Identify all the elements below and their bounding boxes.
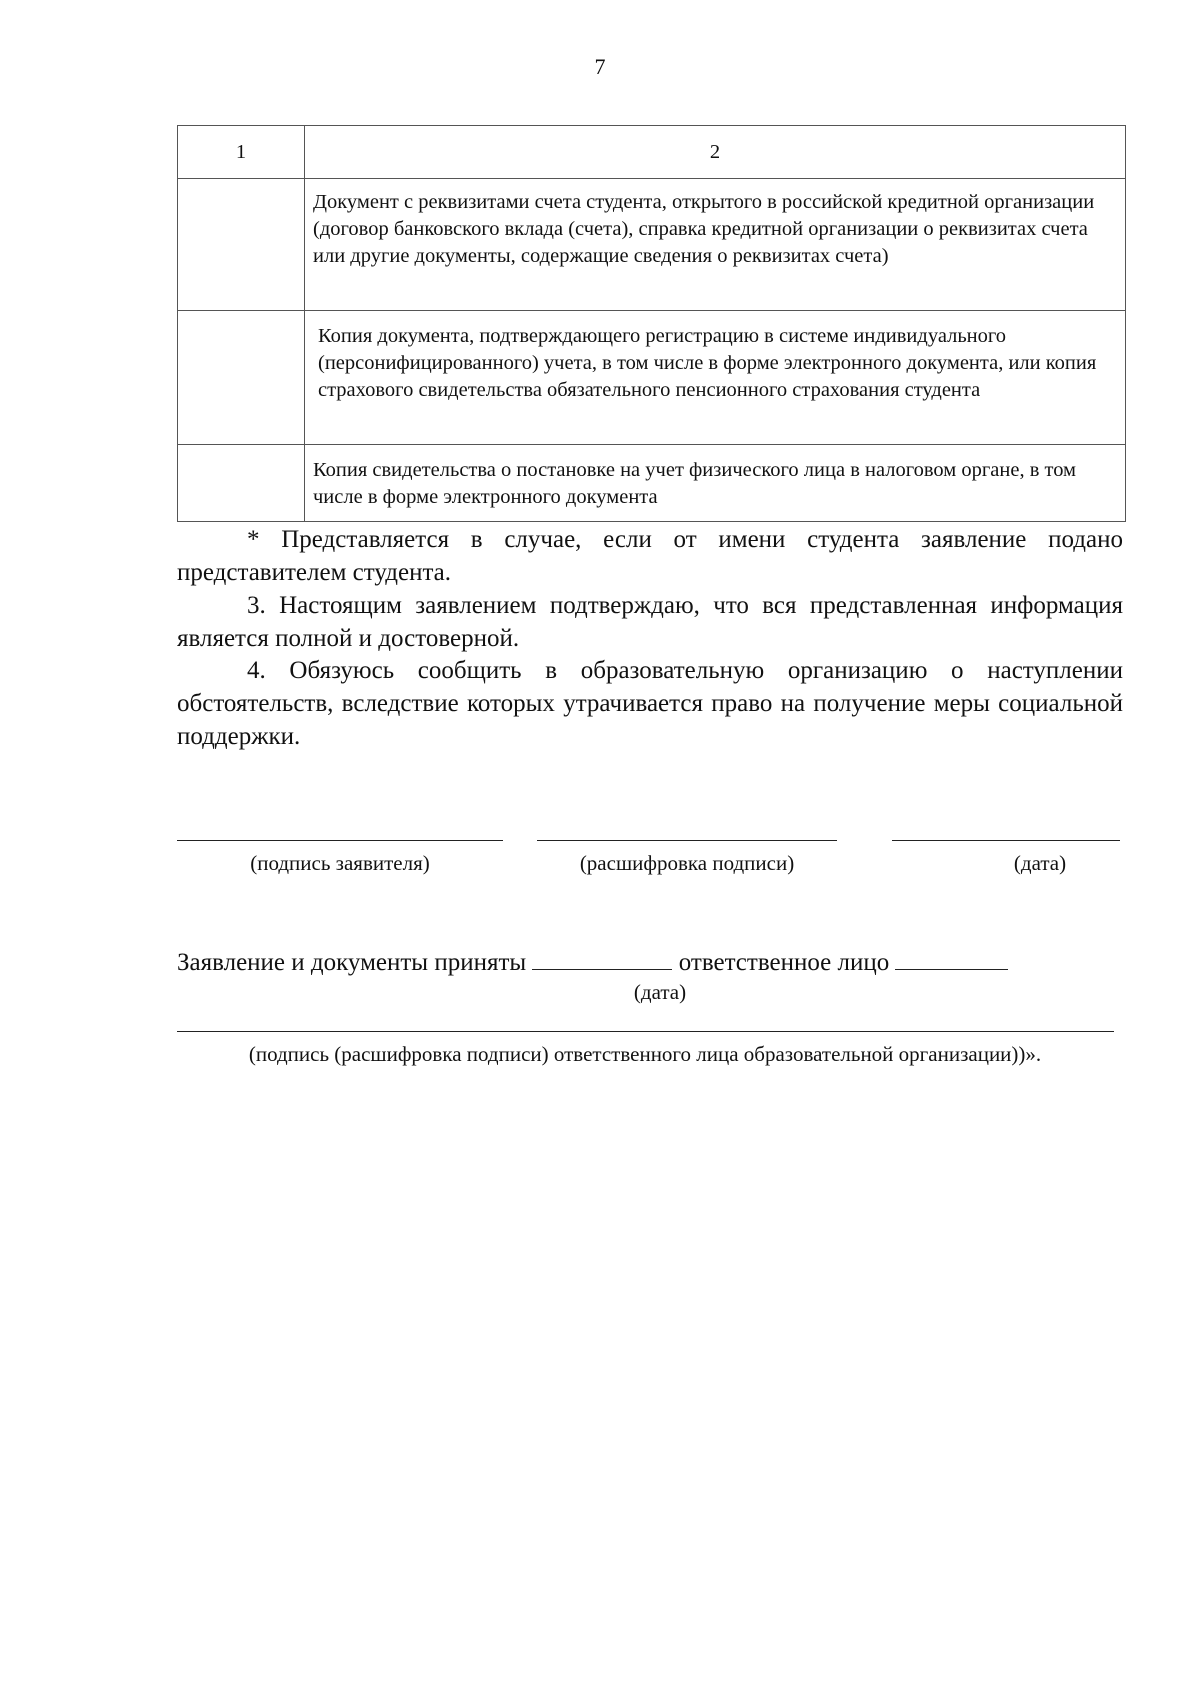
- document-description: Копия документа, подтверждающего регистрацию в системе индивидуального (персонифицированного) учета, в том числе в форме электронного документа, или копия страхового свидетельства обязательного пенсионного страхования студента: [318, 325, 1097, 401]
- document-description: Документ с реквизитами счета студента, открытого в российской кредитной организации (договор банковского вклада (счета), справка кредитной организации о реквизитах счета или другие документы, содержащие сведения о реквизитах счета): [313, 191, 1095, 267]
- table-row: [178, 179, 1126, 311]
- responsible-signature-caption: (подпись (расшифровка подписи) ответственного лица образовательной организации))».: [248, 1042, 1042, 1066]
- table-cell-document: [305, 445, 1126, 522]
- accepted-label: Заявление и документы приняты: [177, 949, 527, 976]
- table-row: [178, 311, 1126, 445]
- page-number: 7: [594, 54, 606, 79]
- table-row: [178, 445, 1126, 522]
- table-cell-document: [305, 179, 1126, 311]
- documents-table: [177, 125, 1126, 522]
- table-cell-document: [305, 311, 1126, 445]
- responsible-person-blank: [895, 945, 1008, 970]
- acceptance-date-blank: [532, 945, 672, 970]
- paragraph-item-4: 4. Обязуюсь сообщить в образовательную организацию о наступлении обстоятельств, вследствие которых утрачивается право на получение меры социальной поддержки.: [177, 657, 1123, 750]
- applicant-signature-line: [177, 840, 503, 841]
- signature-decryption-caption: (расшифровка подписи): [579, 851, 795, 875]
- signature-decryption-line: [537, 840, 837, 841]
- acceptance-row: [177, 945, 1008, 977]
- table-cell-number: [178, 445, 305, 522]
- date-line: [892, 840, 1120, 841]
- date-caption: (дата): [1013, 851, 1067, 875]
- responsible-signature-line: [177, 1031, 1114, 1032]
- paragraph-item-3: 3. Настоящим заявлением подтверждаю, что вся представленная информация является полной и достоверной.: [177, 592, 1123, 652]
- applicant-signature-caption: (подпись заявителя): [250, 851, 430, 875]
- table-header-col-1: 1: [178, 126, 305, 179]
- document-description: Копия свидетельства о постановке на учет физического лица в налоговом органе, в том числе в форме электронного документа: [313, 459, 1077, 508]
- table-header-row: [178, 126, 1126, 179]
- responsible-person-label: ответственное лицо: [678, 949, 890, 976]
- acceptance-date-caption: (дата): [633, 980, 687, 1004]
- representative-note: * Представляется в случае, если от имени студента заявление подано представителем студента.: [177, 526, 1123, 586]
- table-cell-number: [178, 311, 305, 445]
- table-cell-number: [178, 179, 305, 311]
- table-header-col-2: 2: [305, 126, 1126, 179]
